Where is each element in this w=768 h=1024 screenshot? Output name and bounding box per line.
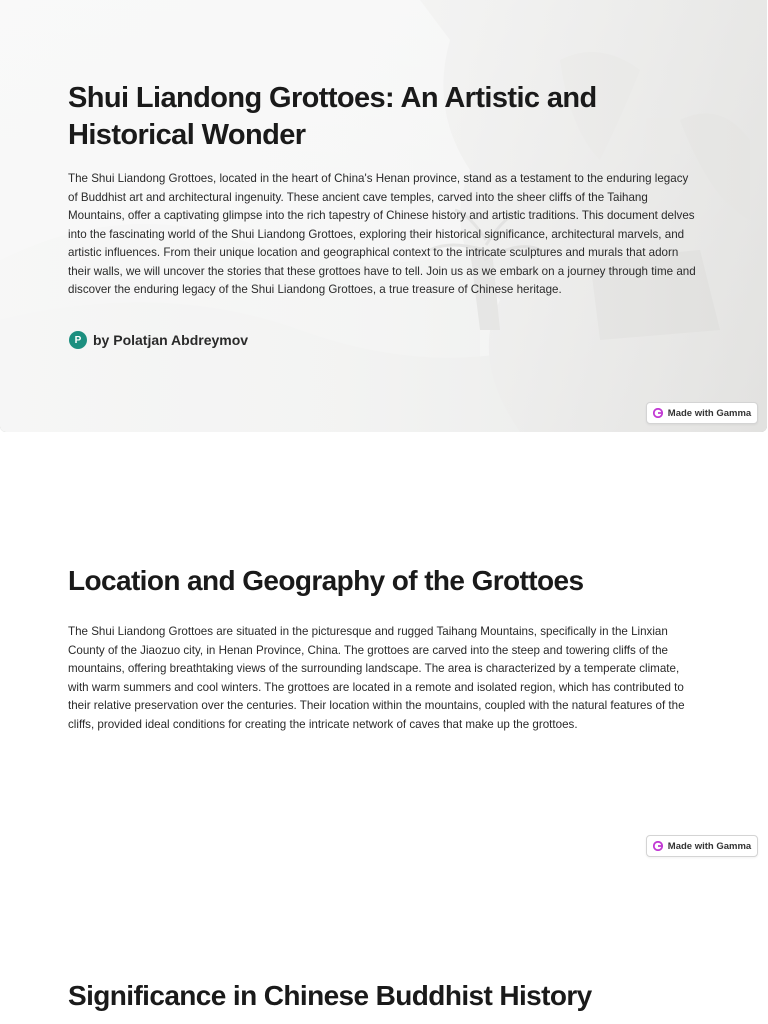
section-paragraph-location: The Shui Liandong Grottoes are situated in the picturesque and rugged Taihang Mountains, specifically in the Linxian County of the Jiaozuo city, in Henan Province, China. The grottoes are carved into the steep and towering cliffs of the mountains, offering breathtaking views of the surrounding landscape. The area is characterized by a temperate climate, with warm summers and cool winters. The grottoes are located in a remote and isolated region, which has contributed to their relative preservation over the centuries. Their location within the mountains, coupled with the natural features of the cliffs, provided ideal conditions for creating the intricate network of caves that make up the grottoes. [68, 625, 685, 731]
author-byline [69, 331, 248, 349]
section-title-significance: Significance in Chinese Buddhist History [68, 980, 592, 1011]
gamma-logo-icon [653, 841, 663, 851]
hero-card [0, 0, 767, 432]
page-title: Shui Liandong Grottoes: An Artistic and Historical Wonder [68, 82, 597, 151]
badge-label: Made with Gamma [667, 407, 752, 419]
author-name: by Polatjan Abdreymov [93, 332, 249, 348]
made-with-gamma-badge[interactable] [646, 835, 758, 857]
section-title-location: Location and Geography of the Grottoes [68, 565, 584, 596]
badge-label: Made with Gamma [667, 840, 752, 852]
author-avatar: P [69, 331, 87, 349]
gamma-logo-icon [653, 408, 663, 418]
intro-paragraph: The Shui Liandong Grottoes, located in the heart of China's Henan province, stand as a testament to the enduring legacy of Buddhist art and architectural ingenuity. These ancient cave temples, carved into the sheer cliffs of the Taihang Mountains, offer a captivating glimpse into the rich tapestry of Chinese history and artistic traditions. This document delves into the fascinating world of the Shui Liandong Grottoes, exploring their historical significance, architectural marvels, and artistic influences. From their unique location and geographical context to the intricate sculptures and murals that adorn their walls, we will uncover the stories that these grottoes have to tell. Join us as we embark on a journey through time and discover the enduring legacy of the Shui Liandong Grottoes, a true treasure of Chinese heritage. [68, 172, 696, 296]
made-with-gamma-badge[interactable] [646, 402, 758, 424]
